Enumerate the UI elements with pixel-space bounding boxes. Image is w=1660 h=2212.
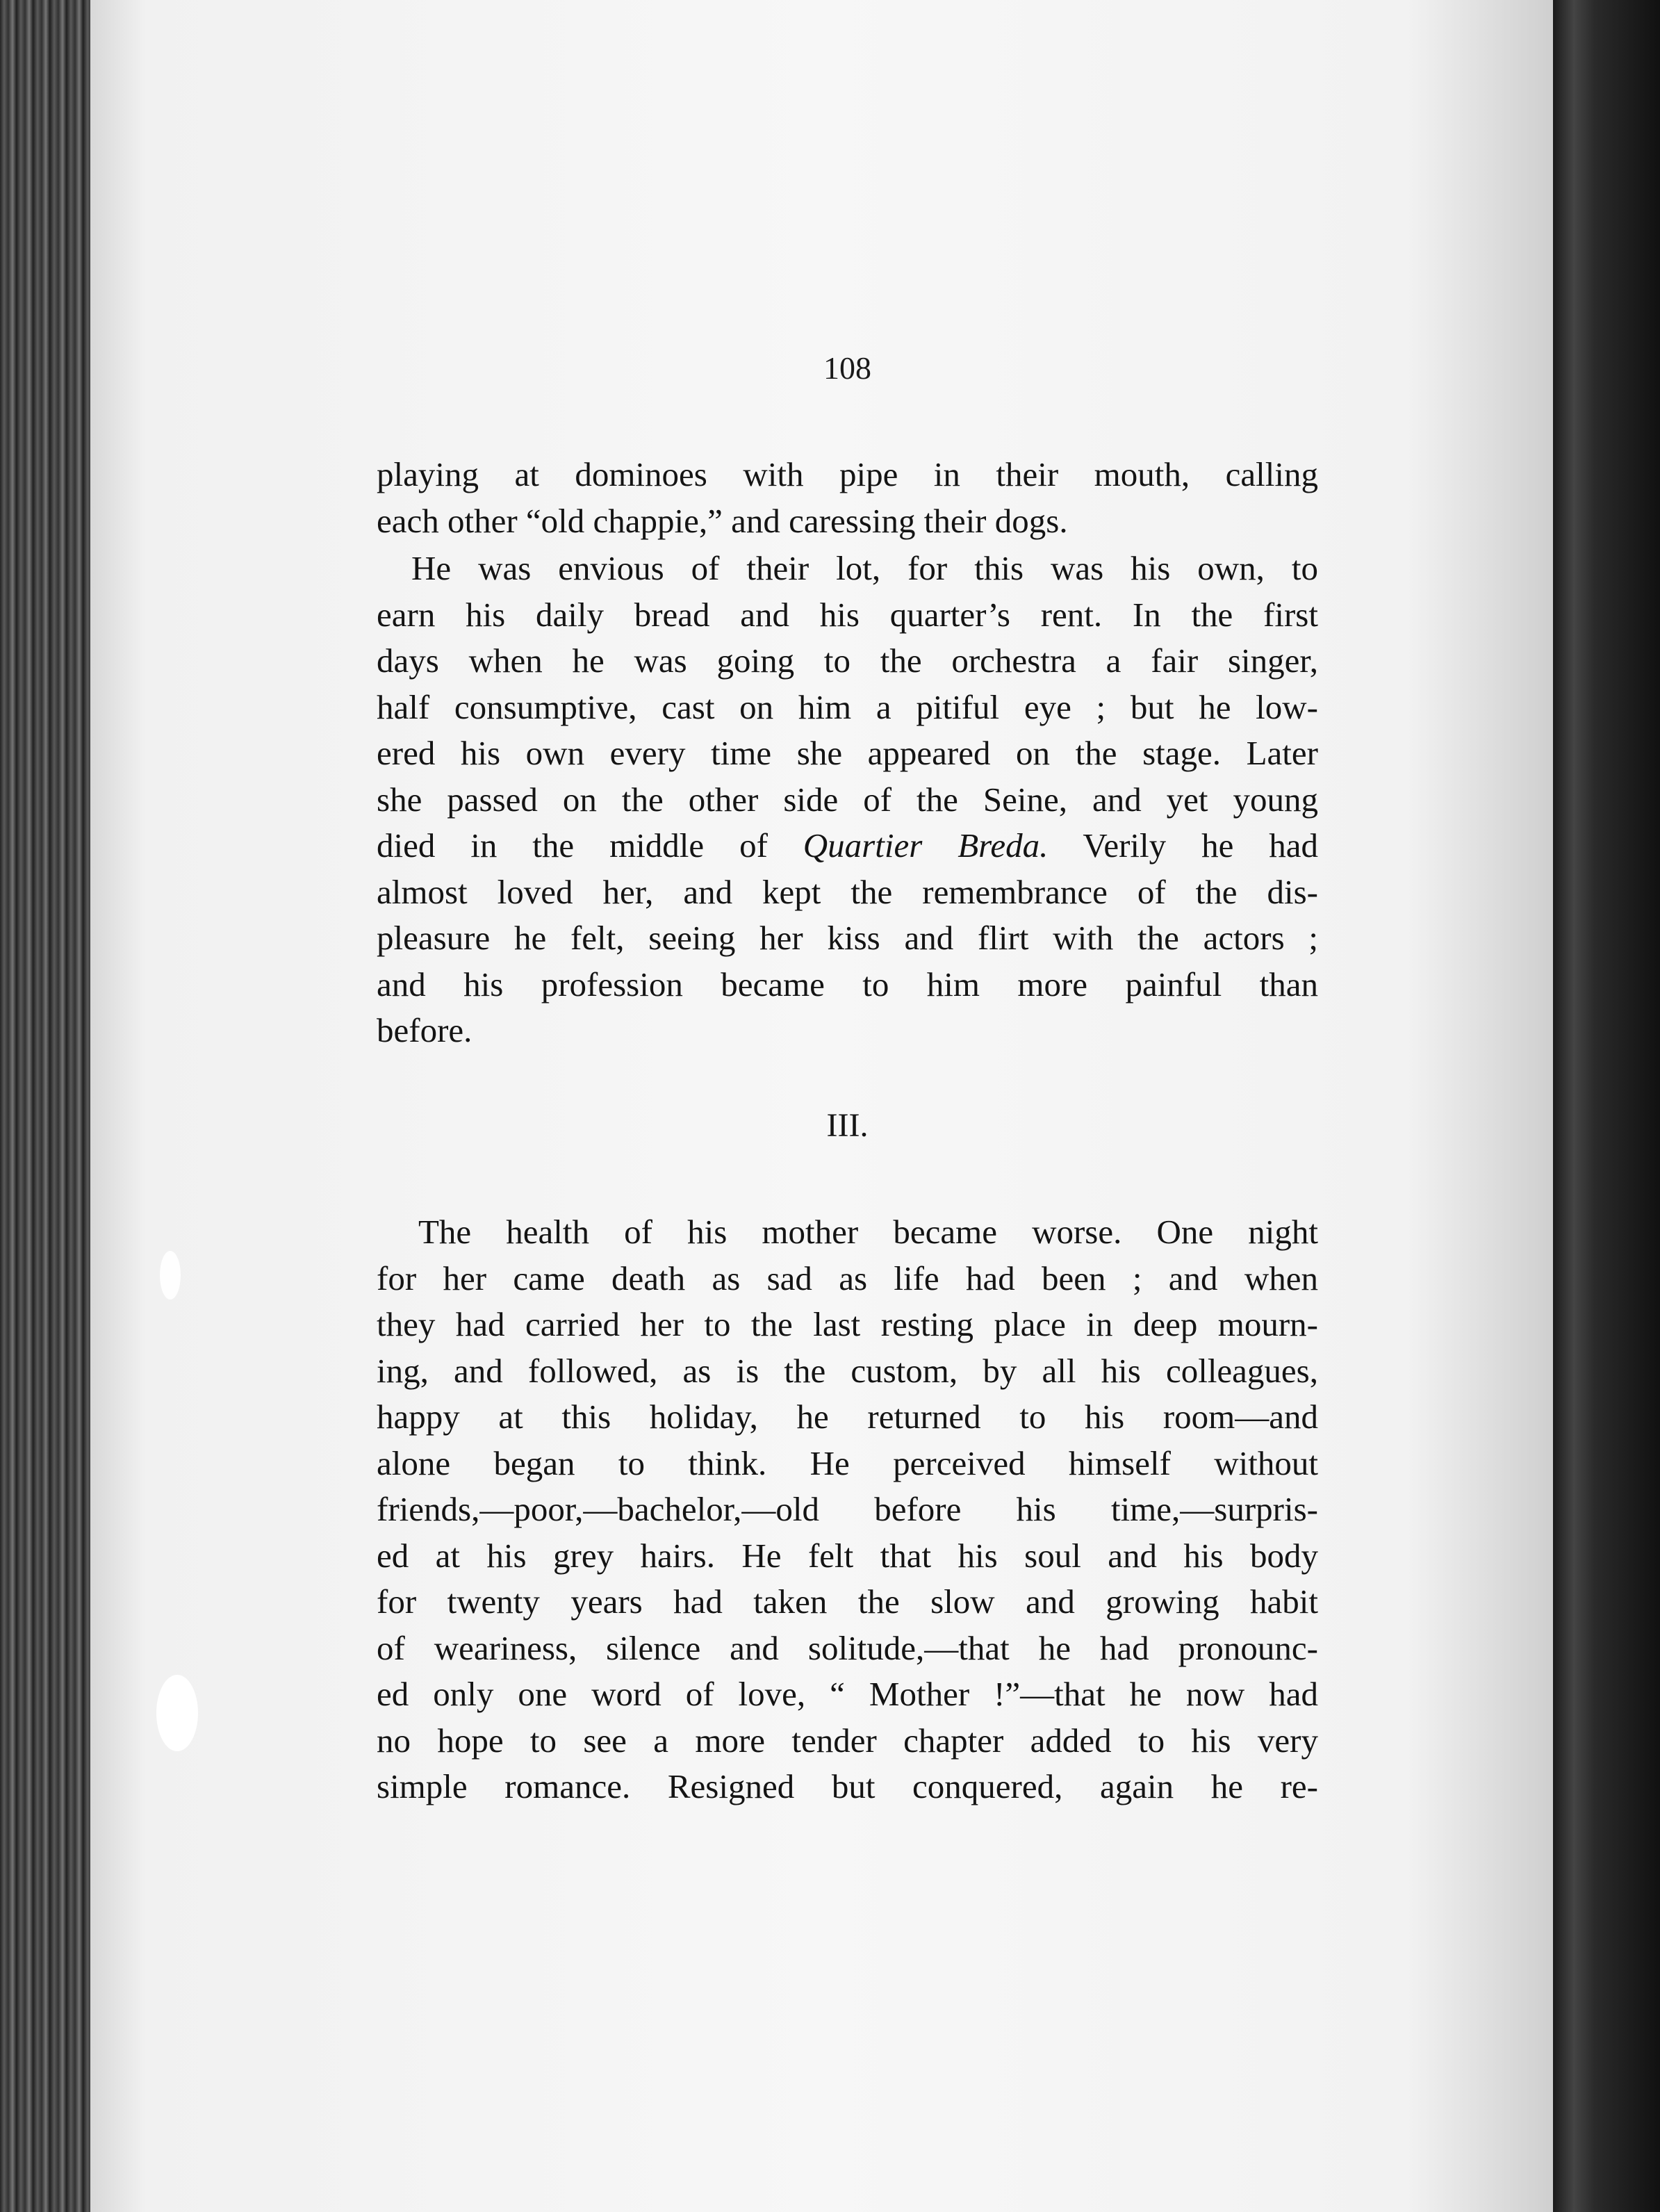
text-line: earn his daily bread and his quarter’s rent. In the first <box>377 595 1318 634</box>
text-line: ed at his grey hairs. He felt that his soul and his body <box>377 1536 1318 1575</box>
text-line: for her came death as sad as life had been ; and when <box>377 1259 1318 1297</box>
text-line: simple romance. Resigned but conquered, again he re- <box>377 1767 1318 1805</box>
book-page-edges <box>0 0 104 2212</box>
text-line: almost loved her, and kept the remembrance of the dis- <box>377 872 1318 911</box>
text-line: The health of his mother became worse. One night <box>418 1213 1318 1251</box>
text-line: happy at this holiday, he returned to his room—and <box>377 1398 1318 1436</box>
text-line: He was envious of their lot, for this was his own, to <box>411 549 1318 587</box>
text-line: and his profession became to him more painful than <box>377 965 1318 1003</box>
text-segment: died in the middle of <box>377 826 803 865</box>
scan-speck <box>156 1675 198 1751</box>
scan-speck <box>160 1251 181 1300</box>
text-line: before. <box>377 1011 472 1049</box>
text-line: ered his own every time she appeared on the stage. Later <box>377 734 1318 772</box>
text-line: of weariness, silence and solitude,—that he had pronounc- <box>377 1628 1318 1667</box>
book-spine-edge <box>1553 0 1660 2212</box>
text-line: friends,—poor,—bachelor,—old before his time,—surpris- <box>377 1490 1318 1528</box>
section-heading: III. <box>826 1107 869 1144</box>
text-line: ed only one word of love, “ Mother !”—that he now had <box>377 1675 1318 1713</box>
paragraph-2 <box>377 546 1318 1054</box>
text-line: playing at dominoes with pipe in their mouth, calling <box>377 455 1318 493</box>
text-line: pleasure he felt, seeing her kiss and flirt with the actors ; <box>377 919 1318 957</box>
text-line: each other “old chappie,” and caressing their dogs. <box>377 501 1068 540</box>
paragraph-3 <box>377 1209 1318 1810</box>
text-line: half consumptive, cast on him a pitiful eye ; but he low- <box>377 687 1318 726</box>
text-line: for twenty years had taken the slow and growing habit <box>377 1582 1318 1621</box>
text-line: no hope to see a more tender chapter added to his very <box>377 1721 1318 1760</box>
text-segment: Verily he had <box>1048 826 1318 865</box>
page-number: 108 <box>823 350 871 386</box>
text-line: they had carried her to the last resting place in deep mourn- <box>377 1305 1318 1343</box>
text-line: days when he was going to the orchestra a fair singer, <box>377 641 1318 680</box>
text-line-with-italic <box>377 823 1318 869</box>
text-line: alone began to think. He perceived himself without <box>377 1443 1318 1482</box>
text-line: ing, and followed, as is the custom, by all his colleagues, <box>377 1351 1318 1390</box>
italic-place-name: Quartier Breda. <box>803 826 1049 865</box>
paragraph-1 <box>377 452 1318 544</box>
text-line: she passed on the other side of the Seine, and yet young <box>377 780 1318 819</box>
